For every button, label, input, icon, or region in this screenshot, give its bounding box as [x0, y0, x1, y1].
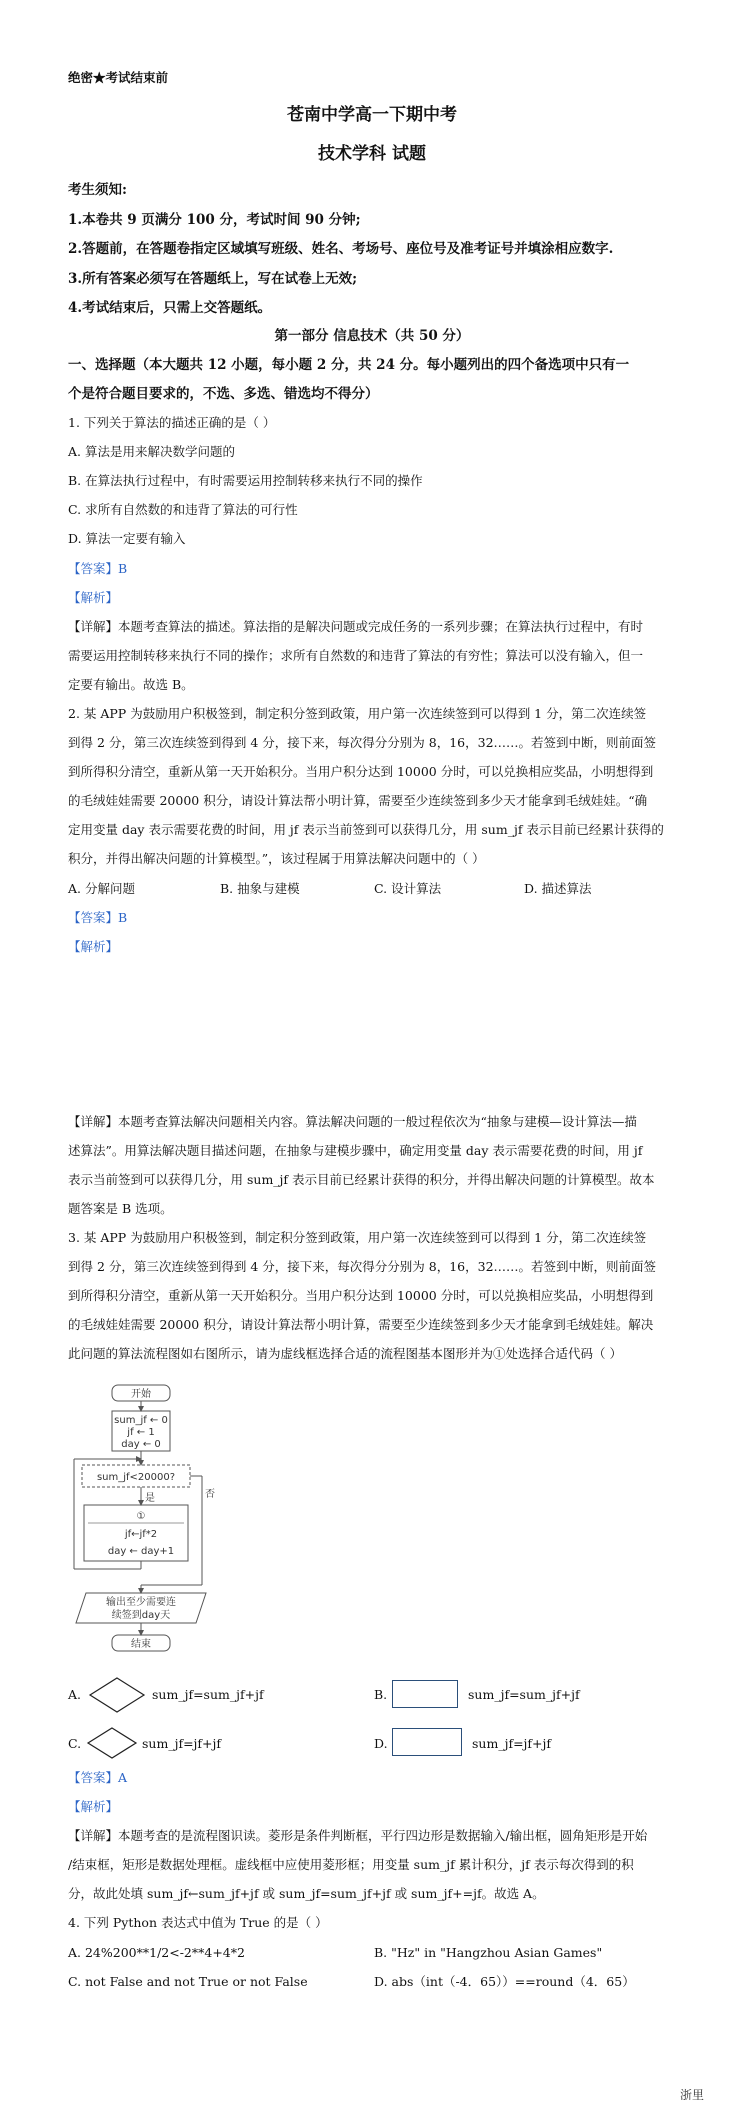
q2-detail: 【详解】本题考查算法解决问题相关内容。算法解决问题的一般过程依次为“抽象与建模—设计算法—描	[68, 1114, 637, 1129]
q2-option-b: B. 抽象与建模	[220, 881, 300, 896]
page-footer: 浙里	[679, 2088, 704, 2102]
q2-detail: 表示当前签到可以获得几分，用 sum_jf 表示目前已经累计获得的积分，并得出解决问题的计算模型。故本	[68, 1172, 655, 1187]
flowchart-step1: ①	[136, 1511, 146, 1522]
q3-stem: 3. 某 APP 为鼓励用户积极签到，制定积分签到政策，用户第一次连续签到可以得到 1 分，第二次连续签	[68, 1230, 647, 1245]
q3-stem: 到得 2 分，第三次连续签到得到 4 分，接下来，每次得分分别为 8，16，32……。若签到中断，则前面签	[68, 1259, 657, 1274]
q3-option-d-label: D.	[374, 1736, 388, 1751]
notice-item: 4.考试结束后，只需上交答题纸。	[68, 300, 272, 316]
diamond-shape-icon	[86, 1726, 138, 1760]
notice-title: 考生须知:	[68, 182, 127, 198]
q3-detail: /结束框，矩形是数据处理框。虚线框中应使用菱形框；用变量 sum_jf 累计积分，jf 表示每次得到的积	[68, 1857, 634, 1872]
flowchart-step2: jf←jf*2	[124, 1529, 158, 1540]
q4-option-d: D. abs（int（-4．65））==round（4．65）	[374, 1974, 635, 1989]
flowchart-output-line: 输出至少需要连	[106, 1597, 176, 1608]
rectangle-shape-icon	[392, 1680, 458, 1708]
q1-stem: 1. 下列关于算法的描述正确的是（ ）	[68, 415, 276, 430]
q2-option-c: C. 设计算法	[374, 881, 442, 896]
section-heading: 一、选择题（本大题共 12 小题，每小题 2 分，共 24 分。每小题列出的四个备选项中只有一	[68, 357, 630, 373]
q2-stem: 到所得积分清空，重新从第一天开始积分。当用户积分达到 10000 分时，可以兑换相应奖品，小明想得到	[68, 764, 654, 779]
notice-item: 1.本卷共 9 页满分 100 分，考试时间 90 分钟;	[68, 212, 361, 228]
q2-stem: 的毛绒娃娃需要 20000 积分，请设计算法帮小明计算，需要至少连续签到多少天才能拿到毛绒娃娃。“确	[68, 793, 648, 808]
q1-analysis: 【解析】	[68, 590, 119, 605]
q2-option-a: A. 分解问题	[68, 881, 135, 896]
q3-analysis: 【解析】	[68, 1799, 119, 1814]
q3-detail: 【详解】本题考查的是流程图识读。菱形是条件判断框，平行四边形是数据输入/输出框，圆角矩形是开始	[68, 1828, 648, 1843]
notice-item: 3.所有答案必须写在答题纸上，写在试卷上无效;	[68, 271, 358, 287]
q3-option-c-code: sum_jf=jf+jf	[142, 1736, 222, 1751]
q2-detail: 述算法”。用算法解决题目描述问题，在抽象与建模步骤中，确定用变量 day 表示需要花费的时间，用 jf	[68, 1143, 643, 1158]
q1-detail: 需要运用控制转移来执行不同的操作；求所有自然数的和违背了算法的有穷性；算法可以没有输入，但一	[68, 648, 644, 663]
q2-answer: 【答案】B	[68, 910, 128, 925]
flowchart-init-line: jf ← 1	[127, 1427, 155, 1438]
q3-option-b-label: B.	[374, 1687, 388, 1702]
q2-stem: 2. 某 APP 为鼓励用户积极签到，制定积分签到政策，用户第一次连续签到可以得到 1 分，第二次连续签	[68, 706, 647, 721]
q2-stem: 积分，并得出解决问题的计算模型。”，该过程属于用算法解决问题中的（ ）	[68, 851, 485, 866]
flowchart-end: 结束	[131, 1639, 151, 1650]
q1-option-c: C. 求所有自然数的和违背了算法的可行性	[68, 502, 298, 517]
secret-label: 绝密★考试结束前	[68, 70, 169, 85]
section-heading: 个是符合题目要求的，不选、多选、错选均不得分）	[68, 386, 379, 402]
flowchart-init-line: day ← 0	[121, 1439, 161, 1450]
q3-stem: 的毛绒娃娃需要 20000 积分，请设计算法帮小明计算，需要至少连续签到多少天才能拿到毛绒娃娃。解决	[68, 1317, 654, 1332]
flowchart-yes: 是	[145, 1493, 155, 1504]
q2-stem: 定用变量 day 表示需要花费的时间，用 jf 表示当前签到可以获得几分，用 sum_jf 表示目前已经累计获得的	[68, 822, 664, 837]
q3-stem: 此问题的算法流程图如右图所示，请为虚线框选择合适的流程图基本图形并为①处选择合适代码（ ）	[68, 1346, 622, 1361]
q1-detail: 【详解】本题考查算法的描述。算法指的是解决问题或完成任务的一系列步骤；在算法执行过程中，有时	[68, 619, 644, 634]
q2-analysis: 【解析】	[68, 939, 119, 954]
q1-option-b: B. 在算法执行过程中，有时需要运用控制转移来执行不同的操作	[68, 473, 423, 488]
diamond-shape-icon	[88, 1676, 146, 1714]
q4-option-a: A. 24%200**1/2<-2**4+4*2	[68, 1945, 245, 1960]
q3-stem: 到所得积分清空，重新从第一天开始积分。当用户积分达到 10000 分时，可以兑换相应奖品，小明想得到	[68, 1288, 654, 1303]
flowchart-output-line: 续签到day天	[111, 1610, 171, 1621]
flowchart-condition: sum_jf<20000?	[96, 1472, 176, 1483]
q3-option-a-code: sum_jf=sum_jf+jf	[152, 1687, 264, 1702]
q3-option-b-code: sum_jf=sum_jf+jf	[468, 1687, 580, 1702]
q2-option-d: D. 描述算法	[524, 881, 592, 896]
q3-answer: 【答案】A	[68, 1770, 128, 1785]
q3-detail: 分，故此处填 sum_jf←sum_jf+jf 或 sum_jf=sum_jf+jf 或 sum_jf+=jf。故选 A。	[68, 1886, 545, 1901]
notice-item: 2.答题前，在答题卷指定区域填写班级、姓名、考场号、座位号及准考证号并填涂相应数字.	[68, 241, 614, 257]
flowchart-start: 开始	[131, 1389, 151, 1400]
flowchart-step3: day ← day+1	[107, 1546, 175, 1557]
q3-option-a-label: A.	[68, 1687, 82, 1702]
q1-detail: 定要有输出。故选 B。	[68, 677, 194, 692]
rectangle-shape-icon	[392, 1728, 462, 1756]
school-title: 苍南中学高一下期中考	[287, 105, 457, 125]
q1-option-a: A. 算法是用来解决数学问题的	[68, 444, 235, 459]
q2-detail: 题答案是 B 选项。	[68, 1201, 173, 1216]
q3-option-c-label: C.	[68, 1736, 82, 1751]
q1-answer: 【答案】B	[68, 561, 128, 576]
subject-title: 技术学科 试题	[318, 144, 426, 164]
flowchart-init-line: sum_jf ← 0	[114, 1415, 168, 1426]
q1-option-d: D. 算法一定要有输入	[68, 531, 186, 546]
q3-option-d-code: sum_jf=jf+jf	[472, 1736, 552, 1751]
q3-flowchart	[68, 1383, 218, 1653]
flowchart-no: 否	[205, 1489, 215, 1500]
q4-stem: 4. 下列 Python 表达式中值为 True 的是（ ）	[68, 1915, 328, 1930]
q2-stem: 到得 2 分，第三次连续签到得到 4 分，接下来，每次得分分别为 8，16，32……。若签到中断，则前面签	[68, 735, 657, 750]
q4-option-b: B. "Hz" in "Hangzhou Asian Games"	[374, 1945, 603, 1960]
part1-title: 第一部分 信息技术（共 50 分）	[274, 328, 470, 344]
q4-option-c: C. not False and not True or not False	[68, 1974, 308, 1989]
